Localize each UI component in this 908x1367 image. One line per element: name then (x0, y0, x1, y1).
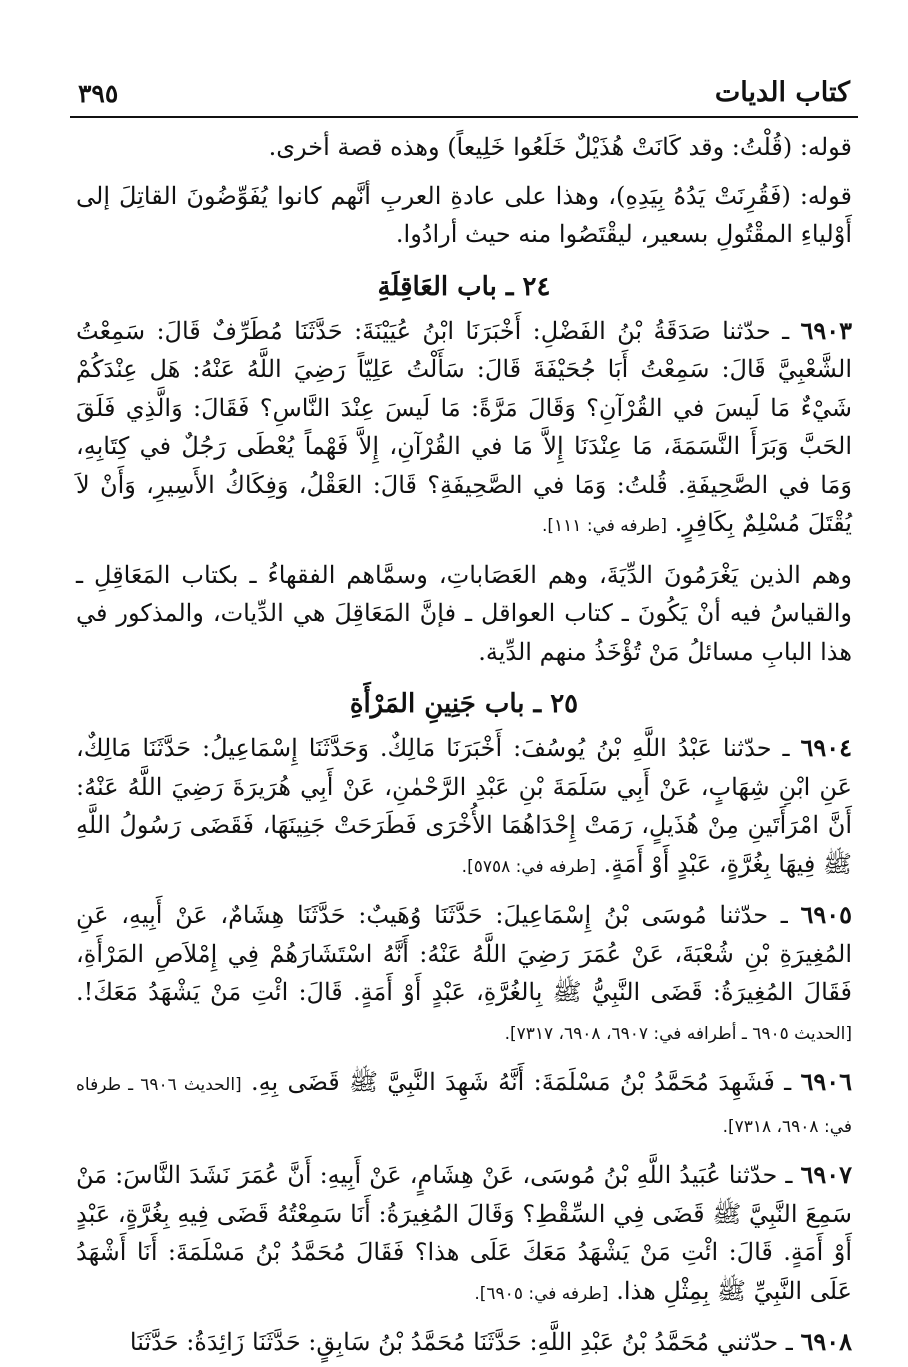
chapter-heading: ٢٤ ـ باب العَاقِلَةِ (377, 271, 551, 302)
hadith-number: ٦٩٠٤ (800, 733, 852, 762)
hadith-text: ـ فَشَهِدَ مُحَمَّدُ بْنُ مَسْلَمَةَ: أَنَّهُ شَهِدَ النَّبِيَّ ﷺ قَضَى بِهِ. (250, 1068, 801, 1096)
hadith-6904 (76, 729, 852, 886)
cross-reference: [الحديث ٦٩٠٥ ـ أطرافه في: ٦٩٠٧، ٦٩٠٨، ٧٣١٧]. (504, 1023, 852, 1044)
hadith-number: ٦٩٠٨ (800, 1327, 852, 1356)
chapter-heading: ٢٥ ـ باب جَنِينِ المَرْأَةِ (349, 689, 579, 719)
hadith-6905 (76, 896, 852, 1053)
book-title: كتاب الديات (714, 77, 850, 108)
hadith-text: ـ حدّثنا مُوسَى بْنُ إِسْمَاعِيلَ: حَدَّثَنَا وُهَيبٌ: حَدَّثَنَا هِشَامٌ، عَنْ أَبِيهِ، عَنِ المُغِيرَةِ بْنِ شُعْبَةَ، عَنْ عُمَرَ رَضِيَ اللَّهُ عَنْهُ: أَنَّهُ اسْتَشَارَهُمْ فِي إِمْلاَصِ المَرْأَةِ، فَقَالَ المُغِيرَةُ: قَضَى النَّبِيُّ ﷺ بِالغُرَّةِ، عَبْدٍ أَوْ أَمَةٍ. قَالَ: ائْتِ مَنْ يَشْهَدُ مَعَكَ!. (76, 901, 853, 1006)
hadith-6906 (76, 1063, 852, 1146)
hadith-text: ـ حدّثني مُحَمَّدُ بْنُ عَبْدِ اللَّهِ: حَدَّثَنَا مُحَمَّدُ بْنُ سَابِقٍ: حَدَّثَنَا زَائِدَةُ: حَدَّثَنَا (129, 1328, 801, 1356)
page-body (70, 128, 858, 1362)
page-number: ٣٩٥ (78, 79, 119, 108)
hadith-6907 (76, 1156, 852, 1313)
hadith-text: ـ حدّثنا عُبَيدُ اللَّهِ بْنُ مُوسَى، عَنْ هِشَامٍ، عَنْ أَبِيهِ: أَنَّ عُمَرَ نَشَدَ النَّاسَ: مَنْ سَمِعَ النَّبِيَّ ﷺ قَضَى فِي السِّقْطِ؟ وَقَالَ المُغِيرَةُ: أَنَا سَمِعْتُهُ قَضَى فِيهِ بِغُرَّةٍ، عَبْدٍ أَوْ أَمَةٍ. قَالَ: ائْتِ مَنْ يَشْهَدُ مَعَكَ عَلَى هذا؟ فَقَالَ مُحَمَّدُ بْنُ مَسْلَمَةَ: أَنَا أَشْهَدُ عَلَى النَّبِيِّ ﷺ بِمِثْلِ هذا. (76, 1161, 852, 1305)
hadith-text: ـ حدّثنا صَدَقَةُ بْنُ الفَضْلِ: أَخْبَرَنَا ابْنُ عُيَيْنَةَ: حَدَّثَنَا مُطَرِّفٌ قَالَ: سَمِعْتُ الشَّعْبِيَّ قَالَ: سَمِعْتُ أَبَا جُحَيْفَةَ قَالَ: سَأَلْتُ عَلِيّاً رَضِيَ اللَّهُ عَنْهُ: هَل عِنْدَكُمْ شَيْءٌ مَا لَيسَ في القُرْآنِ؟ وَقَالَ مَرَّةً: مَا لَيسَ عِنْدَ النَّاسِ؟ فَقَالَ: وَالَّذِي فَلَقَ الحَبَّ وَبَرَأَ النَّسَمَةَ، مَا عِنْدَنَا إِلاَّ مَا في القُرْآنِ، إِلاَّ فَهْماً يُعْطَى رَجُلٌ في كِتَابِهِ، وَمَا في الصَّحِيفَةِ. قُلتُ: وَمَا في الصَّحِيفَةِ؟ قَالَ: العَقْلُ، وَفِكَاكُ الأَسِيرِ، وَأَنْ لاَ يُقْتَلَ مُسْلِمٌ بِكَافِرٍ. (76, 316, 852, 537)
hadith-6908 (76, 1323, 852, 1362)
commentary-paragraph: قوله: (فَقُرِنَتْ يَدُهُ بِيَدِهِ)، وهذا على عادةِ العربِ أنَّهم كانوا يُفَوِّضُونَ القاتِلَ إلى أَوْلياءِ المقْتُولِ بسعير، ليقْتَصُوا منه حيث أرادُوا. (76, 181, 852, 248)
hadith-number: ٦٩٠٦ (800, 1067, 852, 1096)
hadith-number: ٦٩٠٥ (800, 900, 852, 929)
cross-reference: [طرفه في: ٥٧٥٨]. (461, 856, 596, 877)
hadith-number: ٦٩٠٧ (800, 1160, 852, 1189)
hadith-6903 (76, 312, 852, 546)
cross-reference: [طرفه في: ١١١]. (542, 516, 668, 536)
cross-reference: [طرفه في: ٦٩٠٥]. (474, 1283, 609, 1304)
hadith-text: ـ حدّثنا عَبْدُ اللَّهِ بْنُ يُوسُفَ: أَخْبَرَنَا مَالِكٌ. وَحَدَّثَنَا إِسْمَاعِيلُ: حَدَّثَنَا مَالِكٌ، عَنِ ابْنِ شِهَابٍ، عَنْ أَبِي سَلَمَةَ بْنِ عَبْدِ الرَّحْمٰنِ، عَنْ أَبِي هُرَيرَةَ رَضِيَ اللَّهُ عَنْهُ: أَنَّ امْرَأَتَينِ مِنْ هُذَيلٍ، رَمَتْ إِحْدَاهُمَا الأُخْرَى فَطَرَحَتْ جَنِينَهَا، فَقَضَى رَسُولُ اللَّهِ ﷺ فِيهَا بِغُرَّةٍ، عَبْدٍ أَوْ أَمَةٍ. (76, 734, 853, 878)
cross-reference: [الحديث ٦٩٠٦ ـ طرفاه في: ٦٩٠٨، ٧٣١٨]. (76, 1075, 852, 1137)
hadith-number: ٦٩٠٣ (800, 315, 852, 345)
commentary-paragraph: قوله: (قُلْتُ: وقد كَانَتْ هُذَيْلٌ خَلَعُوا خَلِيعاً) وهذه قصة أخرى. (268, 133, 852, 161)
running-head (70, 68, 858, 118)
commentary-paragraph: وهم الذين يَغْرَمُونَ الدِّيَةَ، وهم العَصَاباتِ، وسمَّاهم الفقهاءُ ـ بكتاب المَعَاقِلِ ـ والقياسُ فيه أنْ يَكُونَ ـ كتاب العواقل ـ فإنَّ المَعَاقِلَ هي الدِّيات، والمذكور في هذا البابِ مسائلُ مَنْ تُؤْخَذُ منهم الدِّية. (76, 560, 853, 666)
